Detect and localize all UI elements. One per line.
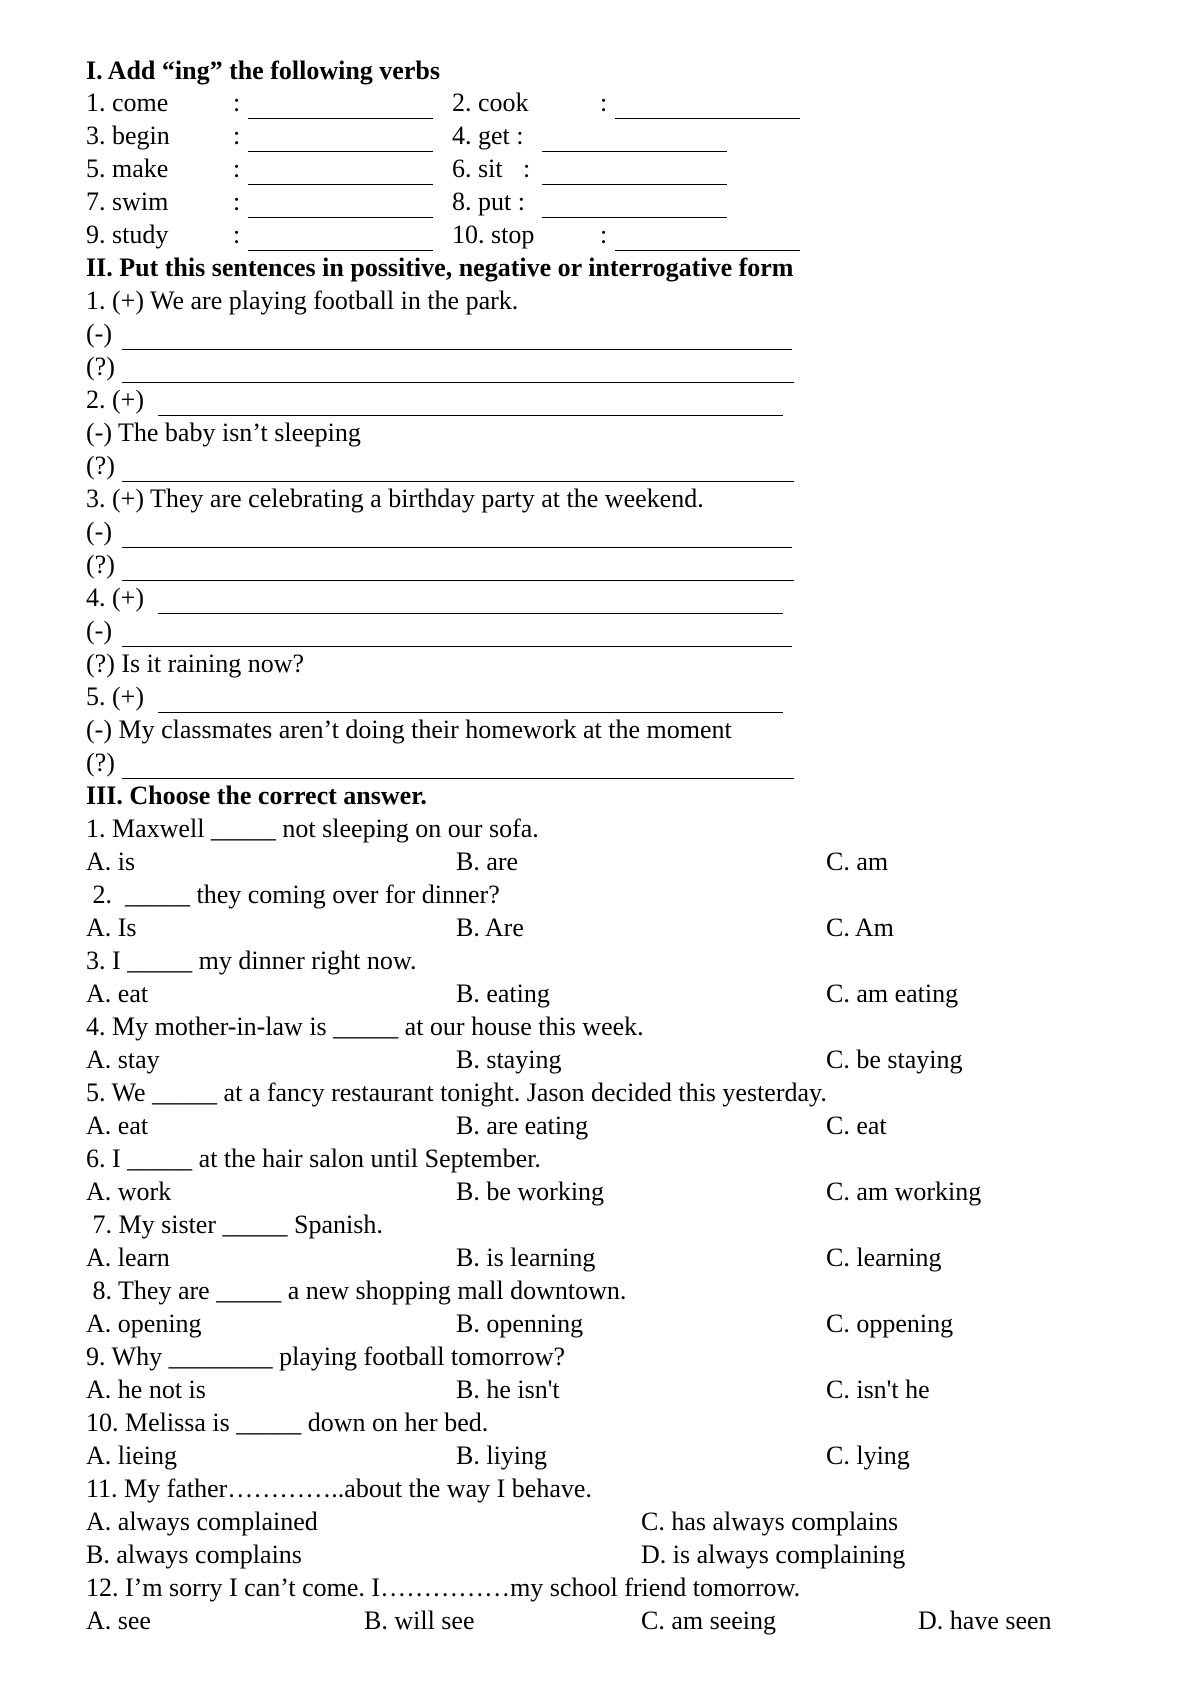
verb-item-8-blank[interactable] (542, 217, 727, 218)
verb-item-7: 7. swim (86, 187, 169, 216)
transform-line: 3. (+) They are celebrating a birthday party at the weekend. (86, 484, 704, 513)
transform-line: (?) (86, 748, 115, 777)
option-a[interactable]: A. work (86, 1177, 172, 1206)
option-b[interactable]: B. are (456, 847, 519, 876)
question-text: 2. _____ they coming over for dinner? (86, 880, 500, 909)
option-c[interactable]: C. am working (826, 1177, 982, 1206)
option-d[interactable]: D. is always complaining (641, 1540, 906, 1569)
verb-item-2: 2. cook (452, 88, 529, 117)
option-b[interactable]: B. staying (456, 1045, 562, 1074)
verb-item-4-blank[interactable] (542, 151, 727, 152)
option-b[interactable]: B. liying (456, 1441, 548, 1470)
verb-item-1-blank[interactable] (248, 118, 433, 119)
option-c[interactable]: C. learning (826, 1243, 942, 1272)
transform-line: (?) (86, 451, 115, 480)
option-c[interactable]: C. lying (826, 1441, 910, 1470)
option-b[interactable]: B. will see (364, 1606, 475, 1635)
option-a[interactable]: A. opening (86, 1309, 202, 1338)
transform-line: 4. (+) (86, 583, 144, 612)
verb-item-10-colon: : (600, 220, 608, 249)
answer-blank[interactable] (122, 778, 794, 779)
option-a[interactable]: A. always complained (86, 1507, 318, 1536)
transform-line: (?) (86, 352, 115, 381)
question-text: 3. I _____ my dinner right now. (86, 946, 417, 975)
verb-item-6-colon: : (523, 154, 531, 183)
verb-item-5: 5. make (86, 154, 169, 183)
verb-item-10: 10. stop (452, 220, 535, 249)
transform-line: (-) (86, 616, 112, 645)
question-text: 10. Melissa is _____ down on her bed. (86, 1408, 489, 1437)
option-a[interactable]: A. he not is (86, 1375, 206, 1404)
verb-item-2-blank[interactable] (615, 118, 800, 119)
question-text: 6. I _____ at the hair salon until September. (86, 1144, 541, 1173)
transform-line: 2. (+) (86, 385, 144, 414)
answer-blank[interactable] (122, 547, 792, 548)
verb-item-5-blank[interactable] (248, 184, 433, 185)
option-c[interactable]: C. am (826, 847, 889, 876)
option-c[interactable]: C. oppening (826, 1309, 954, 1338)
verb-item-10-blank[interactable] (615, 250, 800, 251)
verb-item-1: 1. come (86, 88, 169, 117)
verb-item-2-colon: : (600, 88, 608, 117)
option-b[interactable]: B. are eating (456, 1111, 589, 1140)
question-text: 5. We _____ at a fancy restaurant tonight. Jason decided this yesterday. (86, 1078, 827, 1107)
answer-blank[interactable] (122, 481, 794, 482)
verb-item-4: 4. get : (452, 121, 524, 150)
verb-item-3-colon: : (233, 121, 241, 150)
option-a[interactable]: A. eat (86, 979, 149, 1008)
answer-blank[interactable] (158, 415, 783, 416)
option-a[interactable]: A. see (86, 1606, 151, 1635)
question-text: 8. They are _____ a new shopping mall downtown. (86, 1276, 627, 1305)
verb-item-9: 9. study (86, 220, 169, 249)
section-1-title: I. Add “ing” the following verbs (86, 56, 440, 85)
question-text: 9. Why ________ playing football tomorrow? (86, 1342, 566, 1371)
option-a[interactable]: A. learn (86, 1243, 170, 1272)
verb-item-6: 6. sit (452, 154, 503, 183)
transform-line: (-) The baby isn’t sleeping (86, 418, 361, 447)
verb-item-9-blank[interactable] (248, 250, 433, 251)
transform-line: (-) (86, 319, 112, 348)
question-text: 1. Maxwell _____ not sleeping on our sofa. (86, 814, 539, 843)
option-a[interactable]: A. Is (86, 913, 137, 942)
verb-item-9-colon: : (233, 220, 241, 249)
question-text: 12. I’m sorry I can’t come. I……………my school friend tomorrow. (86, 1573, 801, 1602)
question-text: 7. My sister _____ Spanish. (86, 1210, 383, 1239)
option-b[interactable]: B. he isn't (456, 1375, 560, 1404)
question-text: 11. My father…………..about the way I behave. (86, 1474, 592, 1503)
transform-line: 1. (+) We are playing football in the park. (86, 286, 519, 315)
option-c[interactable]: C. eat (826, 1111, 887, 1140)
option-b[interactable]: B. eating (456, 979, 550, 1008)
option-a[interactable]: A. stay (86, 1045, 160, 1074)
option-b[interactable]: B. always complains (86, 1540, 302, 1569)
transform-line: (-) My classmates aren’t doing their homework at the moment (86, 715, 732, 744)
answer-blank[interactable] (122, 580, 794, 581)
option-c[interactable]: C. be staying (826, 1045, 963, 1074)
section-2-title: II. Put this sentences in possitive, negative or interrogative form (86, 253, 794, 282)
verb-item-3: 3. begin (86, 121, 170, 150)
transform-line: 5. (+) (86, 682, 144, 711)
option-d[interactable]: D. have seen (918, 1606, 1052, 1635)
answer-blank[interactable] (122, 382, 794, 383)
answer-blank[interactable] (158, 613, 783, 614)
option-c[interactable]: C. am seeing (641, 1606, 777, 1635)
verb-item-3-blank[interactable] (248, 151, 433, 152)
option-c[interactable]: C. isn't he (826, 1375, 930, 1404)
verb-item-6-blank[interactable] (542, 184, 727, 185)
option-a[interactable]: A. lieing (86, 1441, 177, 1470)
transform-line: (-) (86, 517, 112, 546)
transform-line: (?) Is it raining now? (86, 649, 305, 678)
verb-item-7-blank[interactable] (248, 217, 433, 218)
answer-blank[interactable] (158, 712, 783, 713)
option-b[interactable]: B. openning (456, 1309, 584, 1338)
option-b[interactable]: B. Are (456, 913, 524, 942)
option-b[interactable]: B. be working (456, 1177, 605, 1206)
option-a[interactable]: A. is (86, 847, 136, 876)
verb-item-7-colon: : (233, 187, 241, 216)
answer-blank[interactable] (122, 646, 792, 647)
verb-item-8: 8. put : (452, 187, 525, 216)
option-b[interactable]: B. is learning (456, 1243, 596, 1272)
option-a[interactable]: A. eat (86, 1111, 149, 1140)
transform-line: (?) (86, 550, 115, 579)
section-3-title: III. Choose the correct answer. (86, 781, 427, 810)
question-text: 4. My mother-in-law is _____ at our house this week. (86, 1012, 644, 1041)
option-c[interactable]: C. Am (826, 913, 894, 942)
verb-item-5-colon: : (233, 154, 241, 183)
verb-item-1-colon: : (233, 88, 241, 117)
answer-blank[interactable] (122, 349, 792, 350)
option-c[interactable]: C. am eating (826, 979, 959, 1008)
option-c[interactable]: C. has always complains (641, 1507, 899, 1536)
